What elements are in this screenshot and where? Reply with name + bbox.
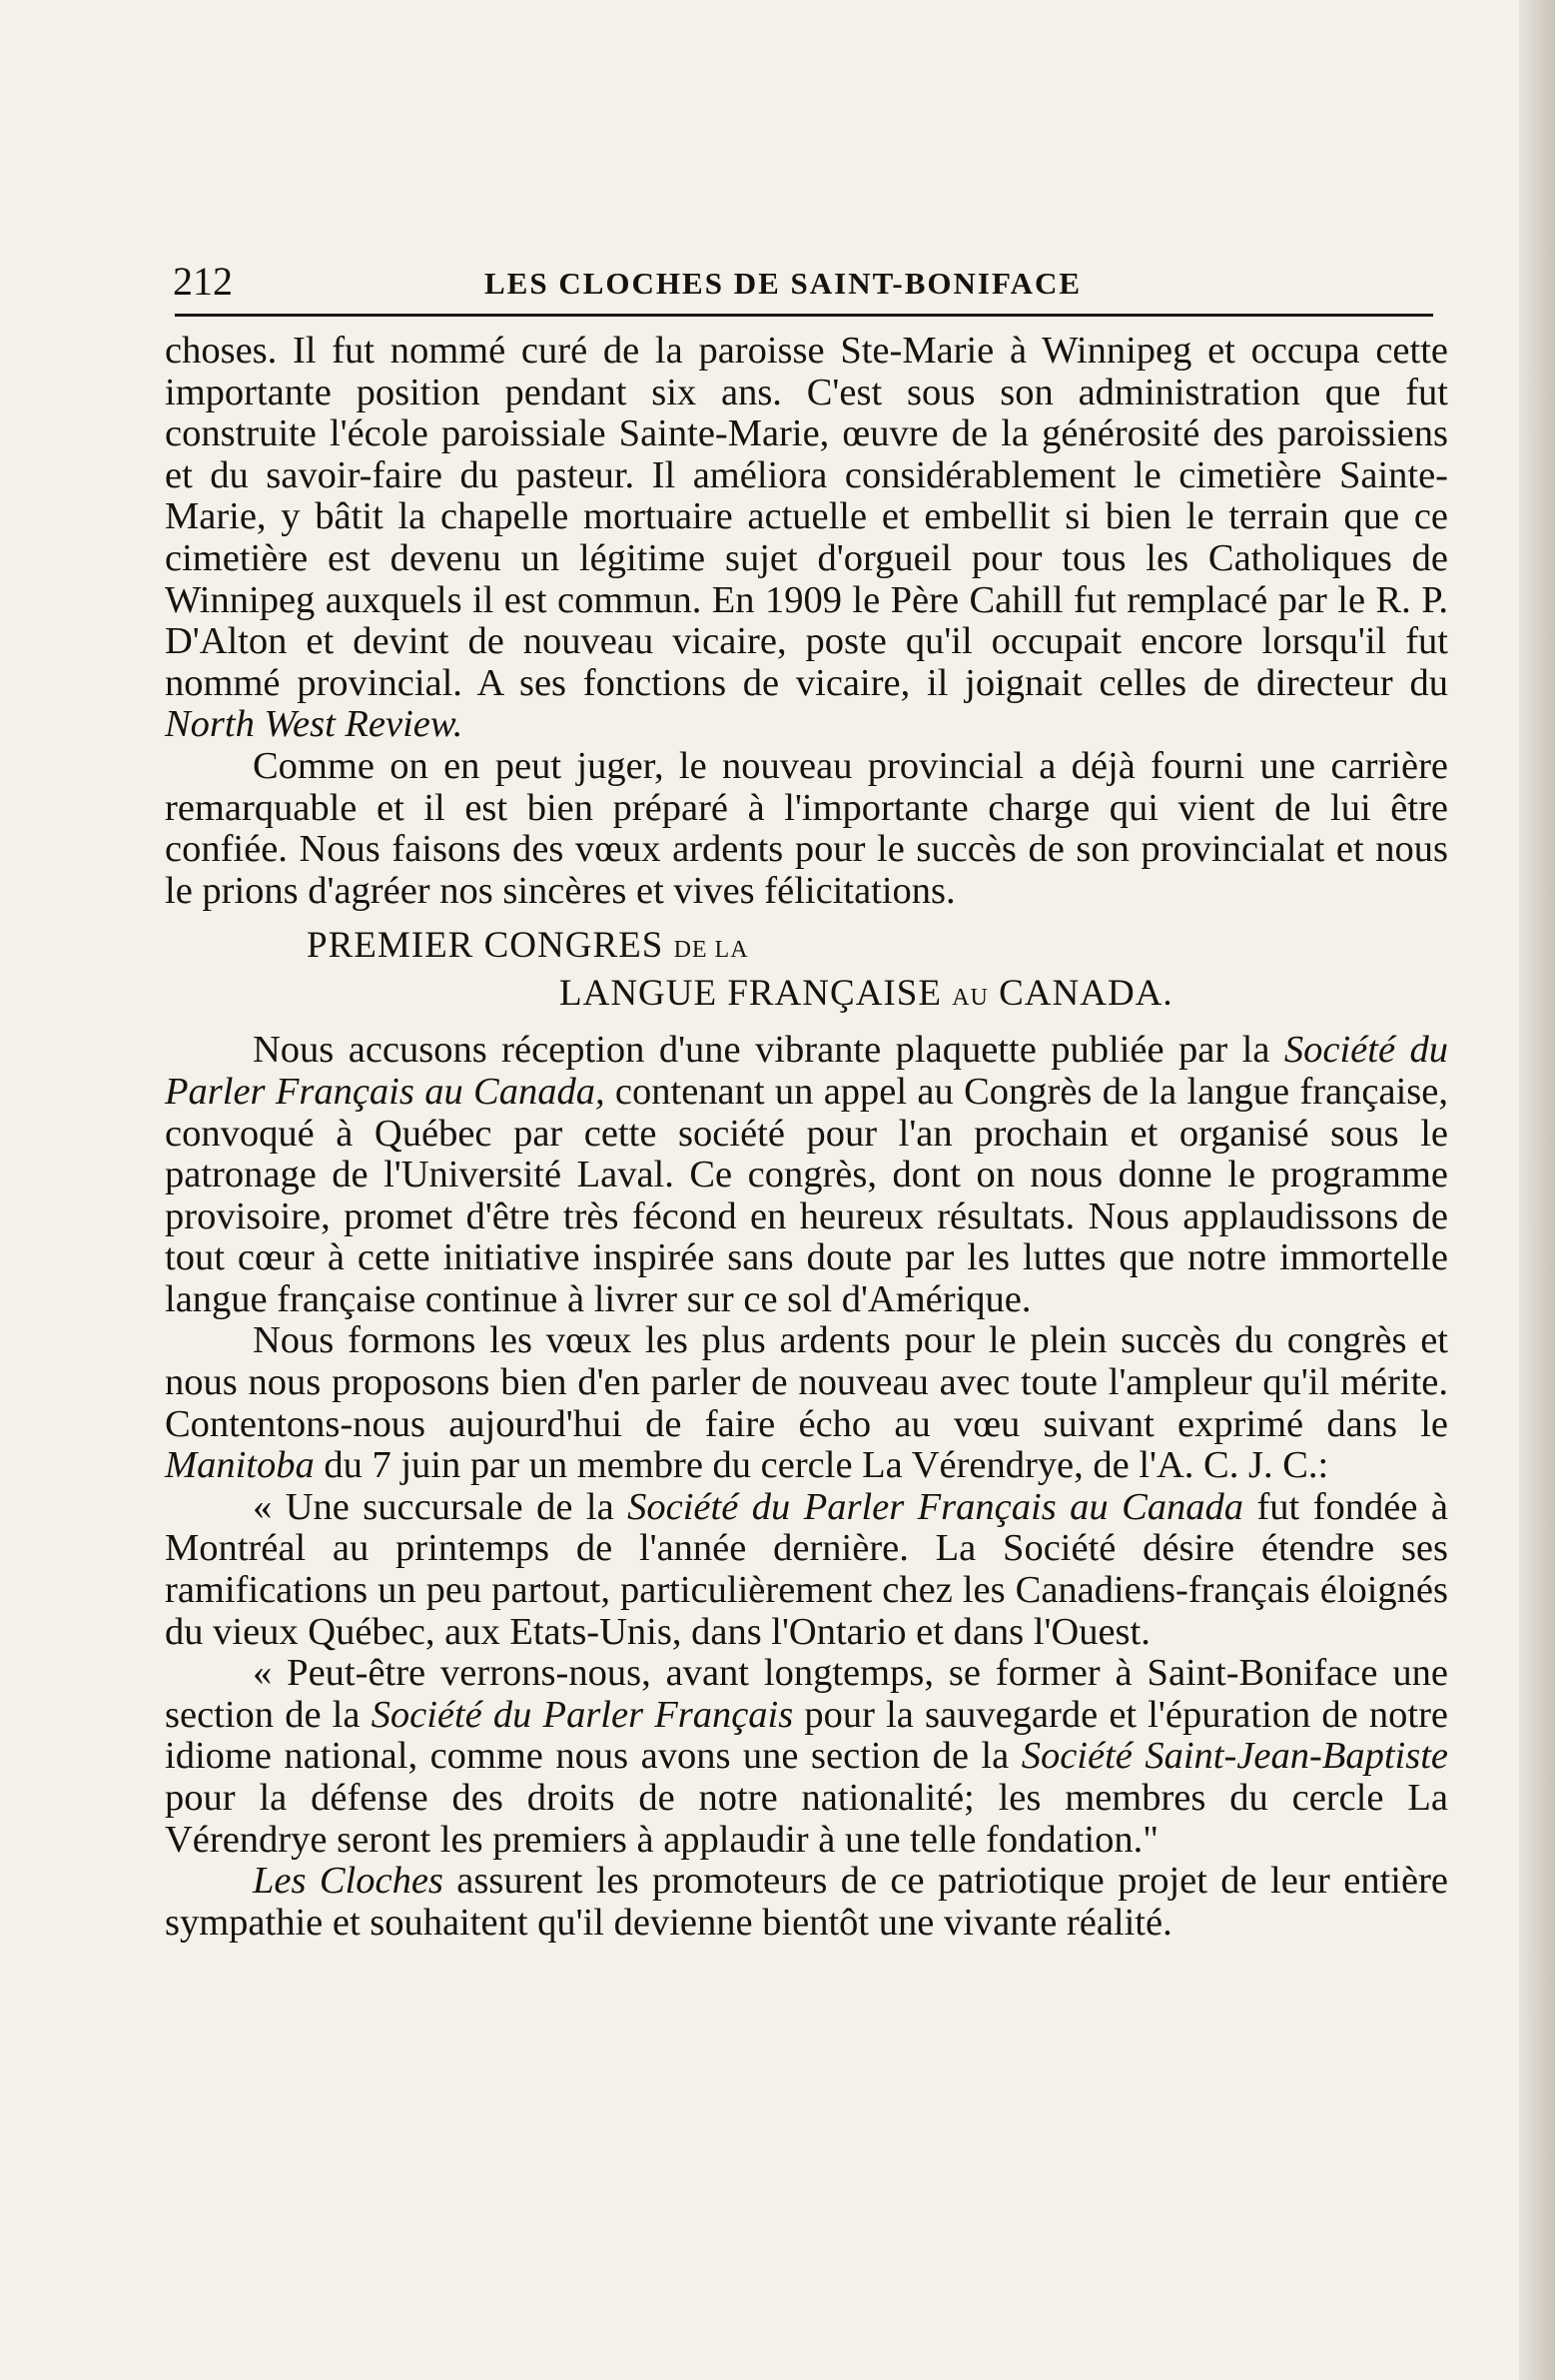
header-rule (175, 314, 1433, 317)
body-text (165, 331, 1448, 1944)
paragraph-3: Nous accusons réception d'une vibrante plaquette publiée par la Société du Parler Français au Canada, contenant un appel au Congrès de la langue française, convoqué à Québec par cette société pour l'an prochain et organisé sous le patronage de l'Université Laval. Ce congrès, dont on nous donne le programme provisoire, promet d'être très fécond en heureux résultats. Nous applaudissons de tout cœur à cette initiative inspirée sans doute par les luttes que notre immortelle langue française continue à livrer sur ce sol d'Amérique. (165, 1029, 1449, 1320)
scan-edge-shadow (1519, 0, 1555, 2380)
paragraph-1: choses. Il fut nommé curé de la paroisse Ste-Marie à Winnipeg et occupa cette importante position pendant six ans. C'est sous son administration que fut construite l'école paroissiale Sainte-Marie, œuvre de la générosité des paroissiens et du savoir-faire du pasteur. Il améliora considérablement le cimetière Sainte-Marie, y bâtit la chapelle mortuaire actuelle et embellit si bien le terrain que ce cimetière est devenu un légitime sujet d'orgueil pour tous les Catholiques de Winnipeg auxquels il est commun. En 1909 le Père Cahill fut remplacé par le R. P. D'Alton et devint de nouveau vicaire, poste qu'il occupait encore lorsqu'il fut nommé provincial. A ses fonctions de vicaire, il joignait celles de directeur du North West Review. (165, 330, 1448, 746)
paragraph-6-quote: « Peut-être verrons-nous, avant longtemps, se former à Saint-Boniface une section de la Société du Parler Français pour la sauvegarde et l'épuration de notre idiome national, comme nous avons une section de la Société Saint-Jean-Baptiste pour la défense des droits de notre nationalité; les membres du cercle La Vérendrye seront les premiers à applaudir à une telle fondation." (165, 1652, 1448, 1861)
book-page (165, 240, 1448, 1944)
paragraph-7: Les Cloches assurent les promoteurs de ce patriotique projet de leur entière sympathie et souhaitent qu'il devienne bientôt une vivante réalité. (165, 1860, 1448, 1944)
running-head (165, 240, 1448, 312)
paragraph-2: Comme on en peut juger, le nouveau provincial a déjà fourni une carrière remarquable et il est bien préparé à l'importante charge qui vient de lui être confiée. Nous faisons des vœux ardents pour le succès de son provincialat et nous le prions d'agréer nos sincères et vives félicitations. (165, 744, 1448, 912)
running-title: LES CLOCHES DE SAINT-BONIFACE (484, 266, 1083, 301)
page-number: 212 (173, 259, 233, 304)
paragraph-4: Nous formons les vœux les plus ardents pour le plein succès du congrès et nous nous proposons bien d'en parler de nouveau avec toute l'ampleur qu'il mérite. Contentons-nous aujourd'hui de faire écho au vœu suivant exprimé dans le Manitoba du 7 juin par un membre du cercle La Vérendrye, de l'A. C. J. C.: (165, 1319, 1448, 1487)
section-heading: PREMIER CONGRES DE LA LANGUE FRANÇAISE AU CANADA. (307, 925, 1173, 1015)
paragraph-5-quote: « Une succursale de la Société du Parler Français au Canada fut fondée à Montréal au printemps de l'année dernière. La Société désire étendre ses ramifications un peu partout, particulièrement chez les Canadiens-français éloignés du vieux Québec, aux Etats-Unis, dans l'Ontario et dans l'Ouest. (165, 1485, 1448, 1653)
